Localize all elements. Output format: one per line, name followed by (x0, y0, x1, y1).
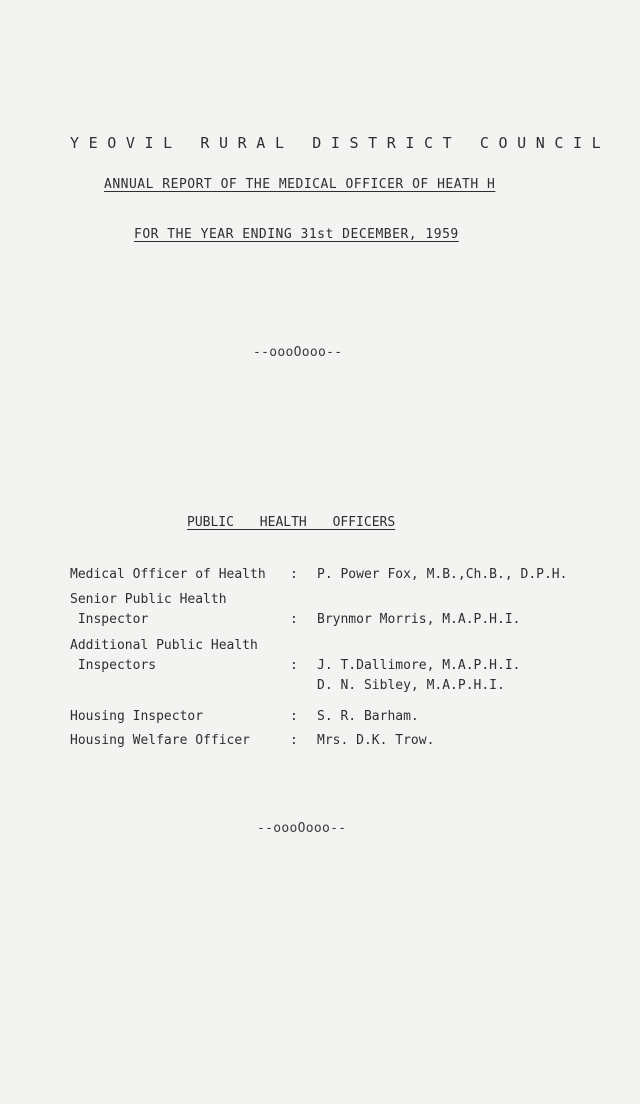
officer-separator: : (290, 612, 298, 627)
officer-role-medical: Medical Officer of Health (70, 567, 266, 582)
officer-role-senior-inspector: Senior Public Health Inspector (70, 592, 227, 627)
officer-separator: : (290, 567, 298, 582)
report-title: ANNUAL REPORT OF THE MEDICAL OFFICER OF HEATH H (104, 177, 496, 192)
officer-name-housing-welfare: Mrs. D.K. Trow. (317, 733, 435, 748)
officer-role-housing-inspector: Housing Inspector (70, 709, 204, 724)
section-heading: PUBLIC HEALTH OFFICERS (187, 515, 396, 530)
council-title: YEOVIL RURAL DISTRICT COUNCIL (70, 134, 611, 152)
officer-separator: : (290, 709, 298, 724)
officer-role-housing-welfare: Housing Welfare Officer (70, 733, 251, 748)
officer-role-additional-inspectors: Additional Public Health Inspectors (70, 638, 258, 673)
officer-separator: : (290, 733, 298, 748)
officer-name-housing-inspector: S. R. Barham. (317, 709, 419, 724)
officer-name-medical: P. Power Fox, M.B.,Ch.B., D.P.H. (317, 567, 568, 582)
divider-bottom: --oooOooo-- (257, 821, 347, 836)
divider-top: --oooOooo-- (253, 345, 343, 360)
report-period: FOR THE YEAR ENDING 31st DECEMBER, 1959 (134, 227, 459, 242)
officer-separator: : (290, 658, 298, 673)
officer-name-additional-inspectors: J. T.Dallimore, M.A.P.H.I. D. N. Sibley, M.A.P.H.I. (317, 658, 521, 693)
officer-name-senior-inspector: Brynmor Morris, M.A.P.H.I. (317, 612, 521, 627)
